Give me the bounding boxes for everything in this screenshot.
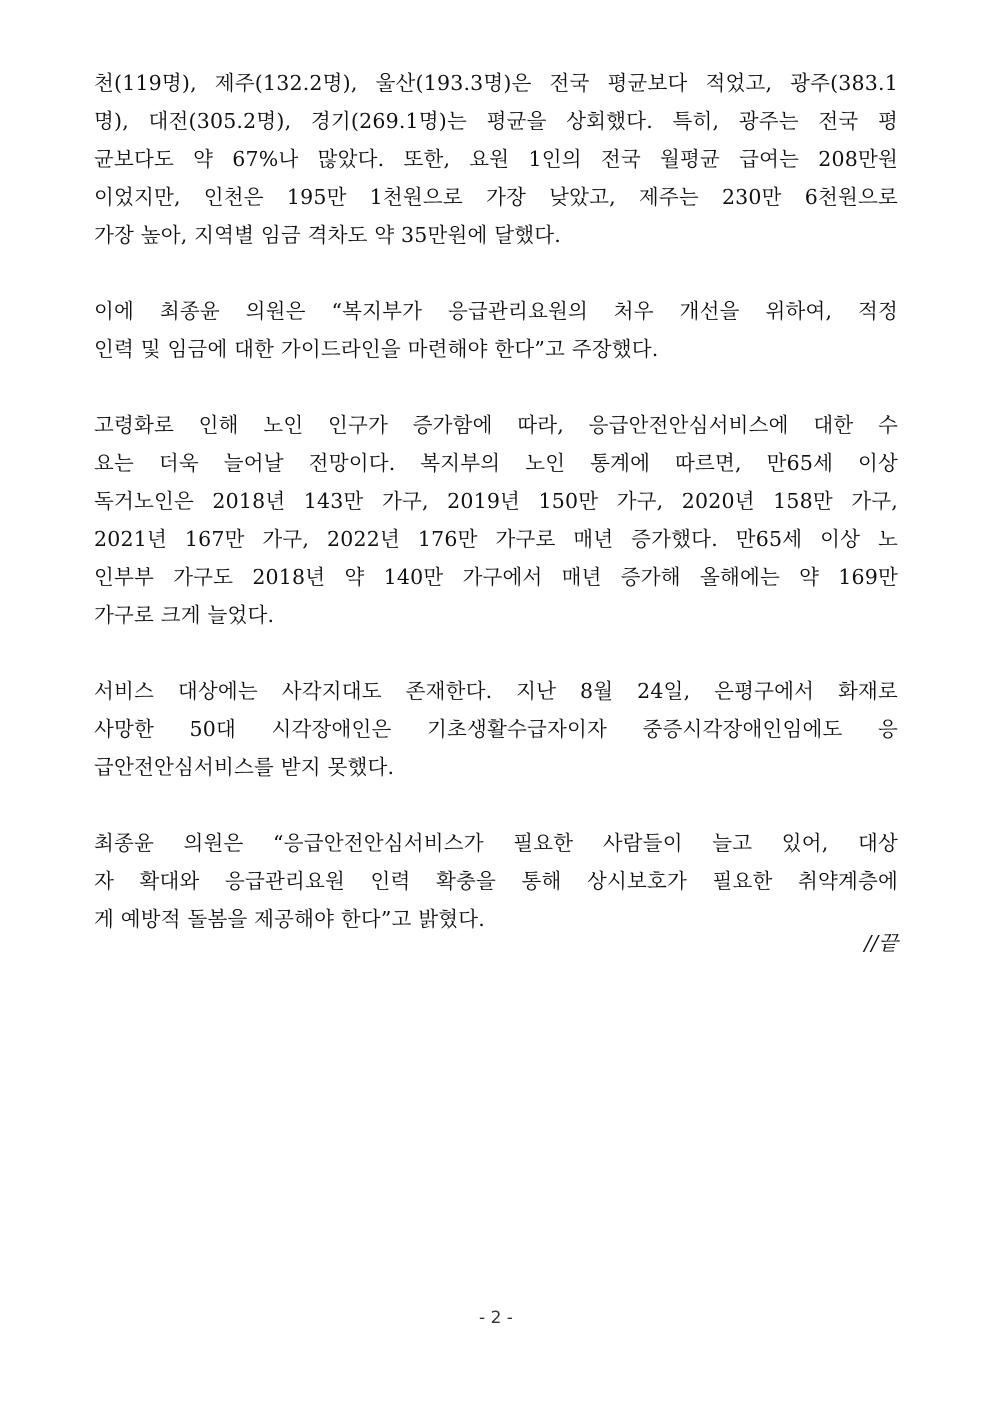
document-body xyxy=(94,64,898,976)
text-line: 가장 높아, 지역별 임금 격차도 약 35만원에 달했다. xyxy=(94,223,561,247)
text-line: 요는 더욱 늘어날 전망이다. 복지부의 노인 통계에 따르면, 만65세 이상 xyxy=(94,451,898,475)
text-line: 사망한 50대 시각장애인은 기초생활수급자이자 중증시각장애인임에도 응 xyxy=(94,717,898,741)
text-line: 이었지만, 인천은 195만 1천원으로 가장 낮았고, 제주는 230만 6천원으로 xyxy=(94,185,898,209)
end-mark: //끝 xyxy=(864,931,898,955)
text-line: 이에 최종윤 의원은 “복지부가 응급관리요원의 처우 개선을 위하여, 적정 xyxy=(94,299,898,323)
text-line: 가구로 크게 늘었다. xyxy=(94,603,275,627)
text-line: 천(119명), 제주(132.2명), 울산(193.3명)은 전국 평균보다 적었고, 광주(383.1 xyxy=(94,71,898,95)
text-line: 인력 및 임금에 대한 가이드라인을 마련해야 한다”고 주장했다. xyxy=(94,337,659,361)
paragraph-elderly-statistics xyxy=(94,406,898,634)
text-line: 독거노인은 2018년 143만 가구, 2019년 150만 가구, 2020년 158만 가구, xyxy=(94,489,898,513)
text-line: 2021년 167만 가구, 2022년 176만 가구로 매년 증가했다. 만65세 이상 노 xyxy=(94,527,898,551)
paragraph-blind-spot xyxy=(94,672,898,786)
text-line: 고령화로 인해 노인 인구가 증가함에 따라, 응급안전안심서비스에 대한 수 xyxy=(94,413,898,437)
text-line: 최종윤 의원은 “응급안전안심서비스가 필요한 사람들이 늘고 있어, 대상 xyxy=(94,831,898,855)
text-line: 인부부 가구도 2018년 약 140만 가구에서 매년 증가해 올해에는 약 169만 xyxy=(94,565,898,589)
text-line: 게 예방적 돌봄을 제공해야 한다”고 밝혔다. xyxy=(94,907,486,931)
paragraph-guideline-quote xyxy=(94,292,898,368)
text-line: 자 확대와 응급관리요원 인력 확충을 통해 상시보호가 필요한 취약계층에 xyxy=(94,869,898,893)
paragraph-closing-quote xyxy=(94,824,898,938)
text-line: 명), 대전(305.2명), 경기(269.1명)는 평균을 상회했다. 특히, 광주는 전국 평 xyxy=(94,109,898,133)
text-line: 균보다도 약 67%나 많았다. 또한, 요원 1인의 전국 월평균 급여는 208만원 xyxy=(94,147,898,171)
page-number: - 2 - xyxy=(479,1308,513,1328)
paragraph-regional-statistics xyxy=(94,64,898,254)
text-line: 서비스 대상에는 사각지대도 존재한다. 지난 8월 24일, 은평구에서 화재로 xyxy=(94,679,898,703)
text-line: 급안전안심서비스를 받지 못했다. xyxy=(94,755,395,779)
